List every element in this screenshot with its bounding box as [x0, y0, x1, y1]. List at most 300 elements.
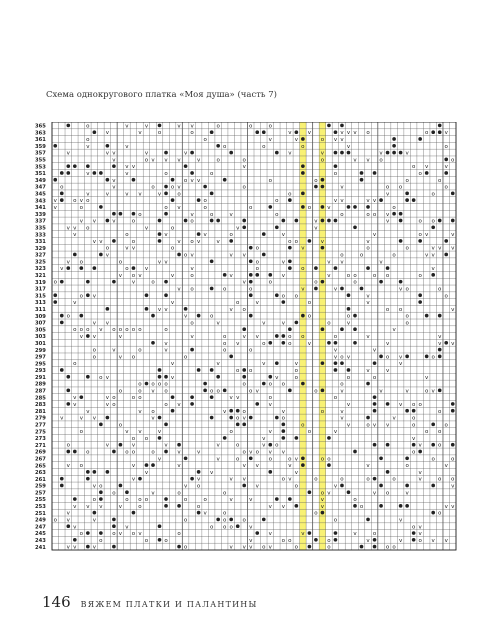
yarn-over-mark: о [294, 483, 299, 490]
bobble-mark [112, 524, 116, 528]
decrease-mark: v [138, 272, 142, 279]
yarn-over-mark: о [125, 232, 129, 239]
row-label-245: 245 [35, 531, 46, 538]
bobble-mark [288, 246, 292, 250]
decrease-mark: v [398, 517, 403, 524]
yarn-over-mark: о [385, 490, 390, 497]
row-label-251: 251 [35, 510, 46, 517]
decrease-mark: v [249, 449, 253, 456]
yarn-over-mark: о [392, 476, 396, 483]
yarn-over-mark: о [79, 204, 84, 211]
bobble-mark [112, 280, 116, 284]
bobble-mark [171, 198, 175, 202]
yarn-over-mark: о [222, 286, 227, 293]
decrease-mark: v [157, 259, 162, 266]
bobble-mark [53, 178, 57, 182]
decrease-mark: v [229, 497, 233, 504]
chart-symbols [53, 123, 455, 550]
bobble-mark [197, 314, 201, 318]
yarn-over-mark: о [359, 252, 364, 259]
yarn-over-mark: о [281, 537, 286, 544]
yarn-over-mark: о [268, 123, 272, 130]
decrease-mark: v [177, 463, 181, 470]
yarn-over-mark: о [411, 449, 416, 456]
decrease-mark: v [99, 503, 103, 510]
yarn-over-mark: о [385, 354, 390, 361]
yarn-over-mark: о [281, 415, 286, 422]
bobble-mark [275, 497, 279, 501]
yarn-over-mark: о [379, 157, 383, 164]
bobble-mark [73, 253, 77, 257]
yarn-over-mark: о [177, 531, 181, 538]
decrease-mark: v [242, 544, 246, 551]
bobble-mark [444, 239, 448, 243]
decrease-mark: v [418, 524, 422, 531]
decrease-mark: v [118, 334, 123, 341]
row-label-261: 261 [35, 476, 46, 483]
yarn-over-mark: о [359, 503, 364, 510]
bobble-mark [66, 124, 70, 128]
yarn-over-mark: о [144, 497, 149, 504]
bobble-mark [197, 232, 201, 236]
bobble-mark [106, 219, 110, 223]
bobble-mark [190, 477, 194, 481]
bobble-mark [158, 219, 162, 223]
bobble-mark [132, 178, 136, 182]
bobble-mark [379, 456, 383, 460]
yarn-over-mark: о [242, 449, 246, 456]
decrease-mark: v [105, 130, 110, 137]
yarn-over-mark: о [275, 442, 279, 449]
decrease-mark: v [183, 483, 188, 490]
bobble-mark [347, 368, 351, 372]
yarn-over-mark: о [385, 272, 390, 279]
bobble-mark [60, 171, 64, 175]
bobble-mark [138, 477, 142, 481]
yarn-over-mark: о [249, 286, 253, 293]
bobble-mark [412, 531, 416, 535]
decrease-mark: v [183, 313, 188, 320]
bobble-mark [366, 205, 370, 209]
yarn-over-mark: о [118, 327, 123, 334]
decrease-mark: v [190, 177, 194, 184]
decrease-mark: v [157, 191, 162, 198]
decrease-mark: v [340, 198, 344, 205]
bobble-mark [308, 545, 312, 549]
bobble-mark [340, 361, 344, 365]
yarn-over-mark: о [79, 463, 84, 470]
yarn-over-mark: о [438, 429, 442, 436]
decrease-mark: v [366, 368, 370, 375]
bobble-mark [366, 266, 370, 270]
bobble-mark [438, 124, 442, 128]
bobble-mark [444, 171, 448, 175]
decrease-mark: v [86, 503, 90, 510]
decrease-mark: v [144, 150, 149, 157]
yarn-over-mark: о [118, 422, 123, 429]
decrease-mark: v [405, 388, 409, 395]
decrease-mark: v [92, 293, 96, 300]
bobble-mark [79, 266, 83, 270]
bobble-mark [301, 192, 305, 196]
yarn-over-mark: о [320, 408, 325, 415]
decrease-mark: v [79, 415, 83, 422]
bobble-mark [353, 504, 357, 508]
decrease-mark: v [398, 361, 403, 368]
bobble-mark [334, 538, 338, 542]
decrease-mark: v [301, 245, 305, 252]
bobble-mark [308, 490, 312, 494]
decrease-mark: v [288, 476, 292, 483]
row-label-313: 313 [35, 300, 46, 307]
bobble-mark [275, 151, 279, 155]
bobble-mark [164, 497, 168, 501]
yarn-over-mark: о [229, 524, 233, 531]
decrease-mark: v [125, 123, 129, 130]
decrease-mark: v [320, 497, 325, 504]
book-title: ВЯЖЕМ ПЛАТКИ И ПАЛАНТИНЫ [80, 600, 258, 609]
yarn-over-mark: о [444, 143, 448, 150]
decrease-mark: v [255, 300, 259, 307]
decrease-mark: v [125, 245, 129, 252]
row-label-359: 359 [35, 143, 46, 150]
yarn-over-mark: о [196, 503, 201, 510]
decrease-mark: v [333, 347, 338, 354]
yarn-over-mark: о [170, 225, 175, 232]
decrease-mark: v [249, 524, 253, 531]
decrease-mark: v [66, 225, 70, 232]
bobble-mark [340, 151, 344, 155]
decrease-mark: v [92, 320, 96, 327]
decrease-mark: v [346, 401, 351, 408]
decrease-mark: v [255, 334, 259, 341]
decrease-mark: v [281, 320, 285, 327]
yarn-over-mark: о [144, 537, 149, 544]
bobble-mark [203, 382, 207, 386]
decrease-mark: v [66, 150, 70, 157]
yarn-over-mark: о [288, 456, 292, 463]
decrease-mark: v [157, 306, 162, 313]
yarn-over-mark: о [366, 130, 370, 137]
decrease-mark: v [170, 361, 175, 368]
bobble-mark [386, 470, 390, 474]
yarn-over-mark: о [99, 537, 103, 544]
decrease-mark: v [112, 184, 116, 191]
bobble-mark [66, 164, 70, 168]
bobble-mark [438, 355, 442, 359]
row-label-243: 243 [35, 537, 46, 544]
yarn-over-mark: о [333, 517, 338, 524]
bobble-mark [451, 402, 455, 406]
bobble-mark [360, 287, 364, 291]
bobble-mark [197, 198, 201, 202]
bobble-mark [112, 450, 116, 454]
bobble-mark [190, 395, 194, 399]
bobble-mark [229, 416, 233, 420]
bobble-mark [431, 273, 435, 277]
bobble-mark [66, 402, 70, 406]
bobble-mark [164, 212, 168, 216]
decrease-mark: v [385, 218, 390, 225]
decrease-mark: v [73, 544, 77, 551]
yarn-over-mark: о [314, 476, 318, 483]
yarn-over-mark: о [131, 531, 136, 538]
bobble-mark [451, 219, 455, 223]
yarn-over-mark: о [418, 170, 422, 177]
bobble-mark [106, 470, 110, 474]
bobble-mark [373, 545, 377, 549]
yarn-over-mark: о [92, 354, 97, 361]
row-label-255: 255 [35, 497, 46, 504]
bobble-mark [151, 314, 155, 318]
yarn-over-mark: о [112, 531, 116, 538]
bobble-mark [353, 450, 357, 454]
decrease-mark: v [92, 544, 96, 551]
bobble-mark [223, 178, 227, 182]
decrease-mark: v [366, 334, 370, 341]
bobble-mark [86, 293, 90, 297]
yarn-over-mark: о [438, 510, 442, 517]
decrease-mark: v [99, 327, 103, 334]
bobble-mark [321, 246, 325, 250]
bobble-mark [60, 368, 64, 372]
decrease-mark: v [131, 245, 136, 252]
bobble-mark [405, 198, 409, 202]
row-label-351: 351 [35, 171, 46, 178]
bobble-mark [268, 375, 272, 379]
bobble-mark [353, 225, 357, 229]
decrease-mark: v [118, 531, 123, 538]
yarn-over-mark: о [164, 170, 168, 177]
yarn-over-mark: о [203, 204, 207, 211]
decrease-mark: v [177, 157, 181, 164]
yarn-over-mark: о [164, 537, 168, 544]
bobble-mark [242, 422, 246, 426]
decrease-mark: v [170, 374, 175, 381]
yarn-over-mark: о [183, 177, 188, 184]
decrease-mark: v [425, 252, 429, 259]
bobble-mark [288, 266, 292, 270]
yarn-over-mark: о [209, 313, 214, 320]
bobble-mark [236, 524, 240, 528]
bobble-mark [112, 239, 116, 243]
yarn-over-mark: о [307, 313, 312, 320]
bobble-mark [66, 266, 70, 270]
bobble-mark [249, 246, 253, 250]
yarn-over-mark: о [275, 198, 279, 205]
bobble-mark [347, 151, 351, 155]
bobble-mark [340, 287, 344, 291]
decrease-mark: v [346, 354, 351, 361]
yarn-over-mark: о [320, 490, 325, 497]
bobble-mark [366, 416, 370, 420]
yarn-over-mark: о [86, 327, 90, 334]
bobble-mark [405, 484, 409, 488]
decrease-mark: v [281, 503, 285, 510]
yarn-over-mark: о [301, 334, 305, 341]
decrease-mark: v [327, 490, 331, 497]
bobble-mark [392, 137, 396, 141]
bobble-mark [314, 185, 318, 189]
yarn-over-mark: о [366, 476, 370, 483]
bobble-mark [255, 273, 259, 277]
bobble-mark [321, 185, 325, 189]
yarn-over-mark: о [242, 517, 246, 524]
decrease-mark: v [131, 476, 136, 483]
yarn-over-mark: о [438, 177, 442, 184]
yarn-over-mark: о [268, 456, 272, 463]
bobble-mark [451, 443, 455, 447]
row-label-301: 301 [35, 340, 46, 347]
bobble-mark [171, 409, 175, 413]
bobble-mark [249, 456, 253, 460]
decrease-mark: v [177, 184, 181, 191]
bobble-mark [210, 192, 214, 196]
decrease-mark: v [131, 463, 136, 470]
yarn-over-mark: о [183, 517, 188, 524]
yarn-over-mark: о [236, 456, 240, 463]
yarn-over-mark: о [275, 211, 279, 218]
row-label-337: 337 [35, 218, 46, 225]
bobble-mark [151, 463, 155, 467]
bobble-mark [190, 151, 194, 155]
bobble-mark [321, 389, 325, 393]
decrease-mark: v [346, 422, 351, 429]
bobble-mark [66, 389, 70, 393]
bobble-mark [145, 293, 149, 297]
decrease-mark: v [177, 449, 181, 456]
yarn-over-mark: о [411, 524, 416, 531]
bobble-mark [327, 463, 331, 467]
yarn-over-mark: о [249, 388, 253, 395]
bobble-mark [431, 422, 435, 426]
bobble-mark [392, 144, 396, 148]
bobble-mark [353, 314, 357, 318]
decrease-mark: v [66, 510, 70, 517]
row-label-303: 303 [35, 334, 46, 341]
decrease-mark: v [333, 354, 338, 361]
yarn-over-mark: о [411, 164, 416, 171]
bobble-mark [197, 470, 201, 474]
yarn-over-mark: о [314, 279, 318, 286]
decrease-mark: v [196, 157, 201, 164]
decrease-mark: v [73, 225, 77, 232]
bobble-mark [66, 375, 70, 379]
yarn-over-mark: о [392, 204, 396, 211]
bobble-mark [334, 130, 338, 134]
yarn-over-mark: о [138, 497, 142, 504]
bobble-mark [288, 259, 292, 263]
bobble-mark [86, 470, 90, 474]
bobble-mark [93, 470, 97, 474]
yarn-over-mark: о [307, 429, 312, 436]
decrease-mark: v [255, 483, 259, 490]
bobble-mark [321, 511, 325, 515]
decrease-mark: v [379, 259, 383, 266]
yarn-over-mark: о [327, 320, 331, 327]
bobble-mark [334, 164, 338, 168]
bobble-mark [60, 484, 64, 488]
bobble-mark [340, 484, 344, 488]
bobble-mark [242, 375, 246, 379]
bobble-mark [242, 368, 246, 372]
bobble-mark [145, 307, 149, 311]
row-label-283: 283 [35, 402, 46, 409]
yarn-over-mark: о [222, 510, 227, 517]
yarn-over-mark: о [372, 272, 377, 279]
bobble-mark [177, 443, 181, 447]
decrease-mark: v [294, 137, 298, 144]
row-label-345: 345 [35, 191, 46, 198]
yarn-over-mark: о [236, 368, 240, 375]
bobble-mark [255, 531, 259, 535]
bobble-mark [164, 504, 168, 508]
decrease-mark: v [412, 435, 416, 442]
yarn-over-mark: о [53, 279, 57, 286]
yarn-over-mark: о [164, 381, 168, 388]
bobble-mark [210, 287, 214, 291]
decrease-mark: v [164, 232, 168, 239]
bobble-mark [431, 225, 435, 229]
yarn-over-mark: о [249, 123, 253, 130]
decrease-mark: v [164, 340, 168, 347]
row-label-341: 341 [35, 205, 46, 212]
bobble-mark [66, 450, 70, 454]
bobble-mark [229, 239, 233, 243]
yarn-over-mark: о [366, 422, 370, 429]
yarn-over-mark: о [125, 266, 129, 273]
bobble-mark [99, 497, 103, 501]
decrease-mark: v [340, 415, 344, 422]
decrease-mark: v [105, 252, 110, 259]
bobble-mark [438, 130, 442, 134]
decrease-mark: v [340, 408, 344, 415]
bobble-mark [184, 219, 188, 223]
yarn-over-mark: о [301, 266, 305, 273]
bobble-mark [275, 293, 279, 297]
yarn-over-mark: о [346, 374, 351, 381]
bobble-mark [112, 518, 116, 522]
bobble-mark [210, 368, 214, 372]
decrease-mark: v [105, 442, 110, 449]
yarn-over-mark: о [209, 170, 214, 177]
yarn-over-mark: о [438, 476, 442, 483]
decrease-mark: v [170, 300, 175, 307]
decrease-mark: v [73, 395, 77, 402]
decrease-mark: v [314, 225, 318, 232]
row-label-335: 335 [35, 225, 46, 232]
bobble-mark [255, 130, 259, 134]
decrease-mark: v [112, 218, 116, 225]
decrease-mark: v [451, 232, 455, 239]
decrease-mark: v [92, 238, 96, 245]
decrease-mark: v [333, 483, 338, 490]
decrease-mark: v [125, 429, 129, 436]
bobble-mark [249, 416, 253, 420]
decrease-mark: v [451, 306, 455, 313]
row-label-287: 287 [35, 388, 46, 395]
yarn-over-mark: о [242, 381, 246, 388]
decrease-mark: v [268, 137, 272, 144]
bobble-mark [210, 259, 214, 263]
decrease-mark: v [223, 408, 227, 415]
decrease-mark: v [73, 503, 77, 510]
decrease-mark: v [86, 408, 90, 415]
decrease-mark: v [66, 259, 70, 266]
decrease-mark: v [216, 361, 220, 368]
bobble-mark [301, 456, 305, 460]
bobble-mark [392, 151, 396, 155]
